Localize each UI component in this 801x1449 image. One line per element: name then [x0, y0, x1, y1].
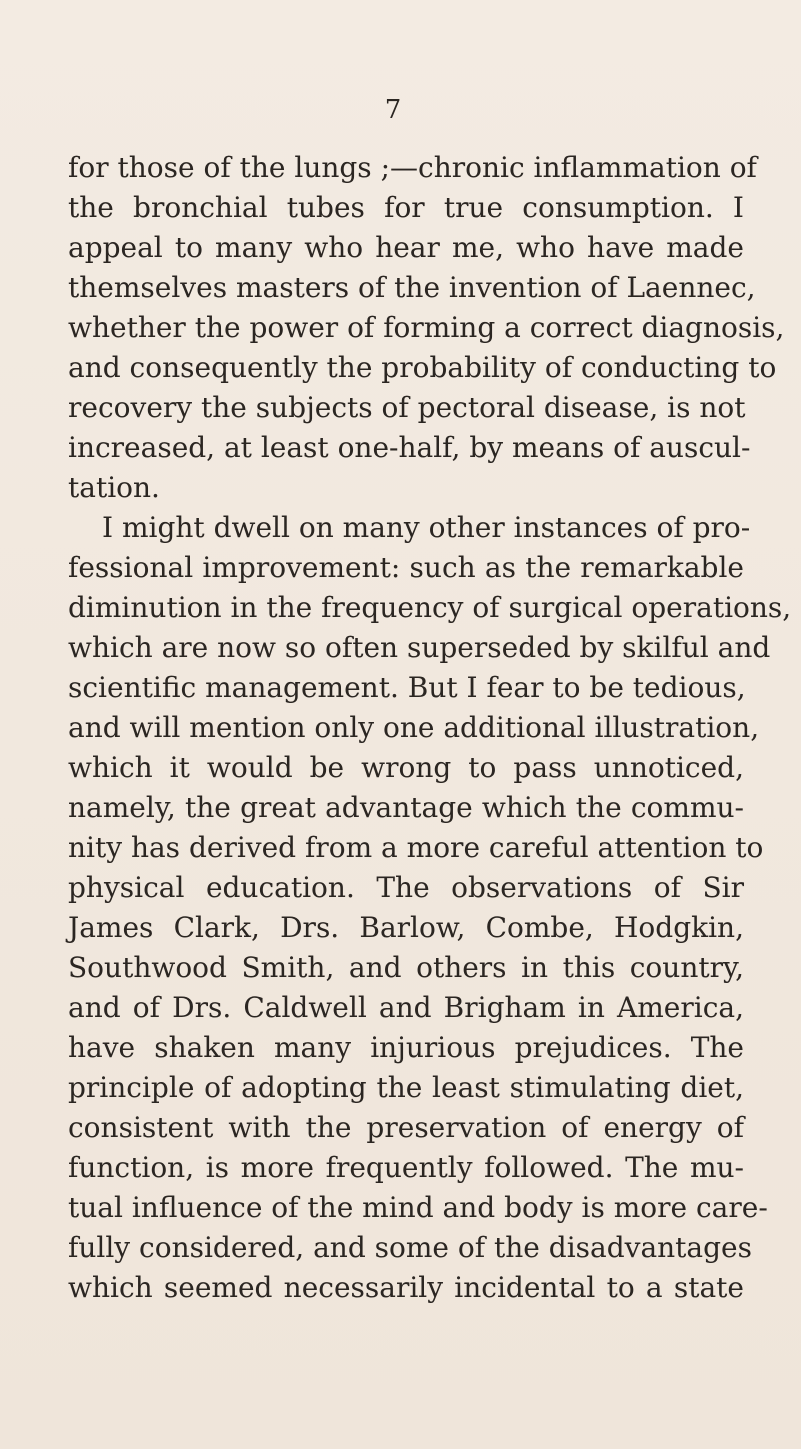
text-line: fessional improvement: such as the remarkable [68, 551, 744, 584]
text-line: Southwood Smith, and others in this country, [68, 951, 744, 984]
text-line: fully considered, and some of the disadvantages [68, 1231, 752, 1264]
text-line: diminution in the frequency of surgical operations, [68, 591, 792, 624]
text-line: namely, the great advantage which the commu- [68, 791, 744, 824]
page-number: 7 [384, 95, 402, 125]
text-line: recovery the subjects of pectoral disease, is not [68, 391, 746, 424]
text-line: and will mention only one additional illustration, [68, 711, 760, 744]
body-text [68, 148, 792, 1308]
text-line: principle of adopting the least stimulating diet, [68, 1071, 744, 1104]
text-line: appeal to many who hear me, who have made [68, 231, 744, 264]
text-line: increased, at least one-half, by means of auscul- [68, 431, 751, 464]
text-line: for those of the lungs ;—chronic inflammation of [68, 151, 757, 184]
text-line: I might dwell on many other instances of pro- [102, 511, 751, 544]
text-line: function, is more frequently followed. The mu- [68, 1151, 744, 1184]
text-line: consistent with the preservation of energy of [68, 1111, 744, 1144]
text-line: the bronchial tubes for true consumption. I [68, 191, 744, 224]
text-line: and of Drs. Caldwell and Brigham in America, [68, 991, 744, 1024]
text-line: tual influence of the mind and body is more care- [68, 1191, 768, 1224]
text-line: scientific management. But I fear to be tedious, [68, 671, 746, 704]
text-line: whether the power of forming a correct diagnosis, [68, 311, 785, 344]
text-line: which it would be wrong to pass unnoticed, [68, 751, 744, 784]
text-line: themselves masters of the invention of Laennec, [68, 271, 756, 304]
text-line: nity has derived from a more careful attention to [68, 831, 764, 864]
text-line: and consequently the probability of conducting to [68, 351, 777, 384]
text-line: tation. [68, 471, 160, 504]
text-line: James Clark, Drs. Barlow, Combe, Hodgkin, [68, 911, 744, 944]
text-line: which are now so often superseded by skilful and [68, 631, 771, 664]
text-line: physical education. The observations of Sir [68, 871, 744, 904]
text-line: have shaken many injurious prejudices. The [68, 1031, 744, 1064]
text-line: which seemed necessarily incidental to a state [68, 1271, 744, 1304]
